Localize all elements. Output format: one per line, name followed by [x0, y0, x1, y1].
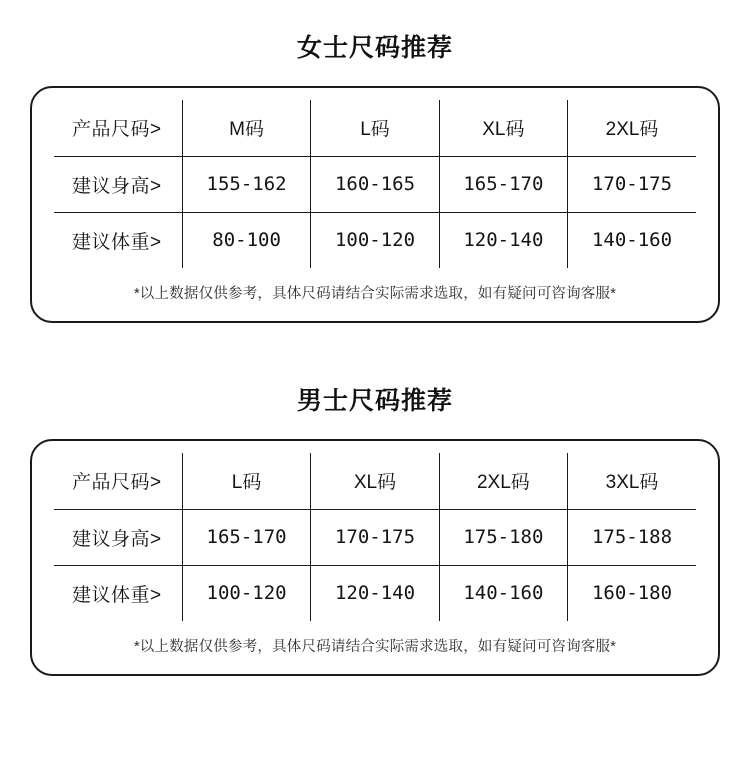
cell-height-3: 165-170	[439, 156, 567, 212]
women-disclaimer-note: *以上数据仅供参考，具体尺码请结合实际需求选取，如有疑问可咨询客服*	[133, 286, 617, 302]
table-row	[54, 212, 696, 268]
cell-height-1: 155-162	[182, 156, 310, 212]
cell-height-2: 170-175	[311, 509, 439, 565]
header-cell-size-label: 产品尺码>	[54, 100, 182, 156]
cell-weight-4: 140-160	[591, 229, 673, 252]
header-cell-size-4: 3XL码	[568, 453, 696, 509]
women-size-card	[30, 86, 720, 323]
women-section-title: 女士尺码推荐	[296, 34, 453, 62]
table-row	[54, 156, 696, 212]
row-label-height: 建议身高>	[54, 156, 182, 212]
cell-height-4: 170-175	[568, 156, 696, 212]
table-row	[54, 565, 696, 621]
men-disclaimer-note: *以上数据仅供参考，具体尺码请结合实际需求选取，如有疑问可咨询客服*	[133, 639, 617, 655]
row-label-weight: 建议体重>	[54, 212, 182, 268]
cell-weight-3: 140-160	[439, 565, 567, 621]
cell-weight-2: 120-140	[311, 565, 439, 621]
cell-height-2: 160-165	[311, 156, 439, 212]
table-row	[54, 509, 696, 565]
header-cell-size-2: XL码	[311, 453, 439, 509]
header-cell-size-1: M码	[182, 100, 310, 156]
men-section-title: 男士尺码推荐	[296, 387, 453, 415]
header-cell-size-3: XL码	[439, 100, 567, 156]
row-label-weight: 建议体重>	[54, 565, 182, 621]
cell-height-4: 175-188	[568, 509, 696, 565]
cell-height-1: 165-170	[182, 509, 310, 565]
table-header-row	[54, 453, 696, 509]
women-size-section	[0, 28, 750, 323]
cell-weight-3: 120-140	[439, 212, 567, 268]
header-cell-size-1: L码	[182, 453, 310, 509]
header-cell-size-2: L码	[311, 100, 439, 156]
size-chart-page	[0, 28, 750, 769]
cell-weight-4: 160-180	[591, 582, 673, 605]
men-size-section	[0, 381, 750, 676]
cell-height-3: 175-180	[439, 509, 567, 565]
men-size-card	[30, 439, 720, 676]
header-cell-size-4: 2XL码	[568, 100, 696, 156]
table-header-row	[54, 100, 696, 156]
cell-weight-2: 100-120	[311, 212, 439, 268]
cell-weight-1: 100-120	[182, 565, 310, 621]
cell-weight-1: 80-100	[182, 212, 310, 268]
header-cell-size-3: 2XL码	[439, 453, 567, 509]
row-label-height: 建议身高>	[54, 509, 182, 565]
header-cell-size-label: 产品尺码>	[54, 453, 182, 509]
men-size-table	[54, 453, 696, 621]
women-size-table	[54, 100, 696, 268]
